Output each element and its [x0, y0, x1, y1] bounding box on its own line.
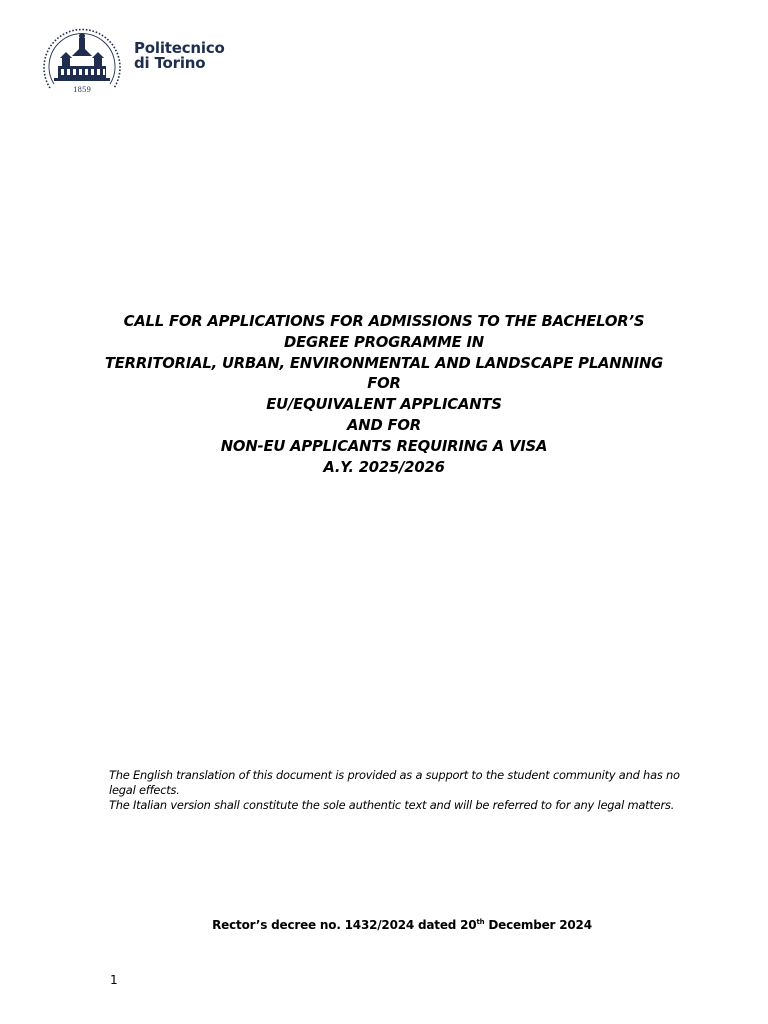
- logo-line-1: Politecnico: [134, 39, 225, 57]
- disclaimer-paragraph-1: The English translation of this document is provided as a support to the student community and has no legal effects.: [109, 768, 680, 797]
- logo-line-2: di Torino: [134, 54, 206, 72]
- seal-year: 1859: [73, 86, 91, 94]
- decree-ordinal-suffix: th: [476, 918, 485, 926]
- title-line: CALL FOR APPLICATIONS FOR ADMISSIONS TO THE BACHELOR’S: [123, 313, 645, 330]
- disclaimer-paragraph-2: The Italian version shall constitute the sole authentic text and will be referred to for any legal matters.: [109, 798, 675, 812]
- university-seal-icon: [36, 22, 128, 104]
- document-title: [0, 312, 768, 478]
- decree-suffix: December 2024: [484, 918, 592, 932]
- title-line: TERRITORIAL, URBAN, ENVIRONMENTAL AND LANDSCAPE PLANNING: [104, 354, 664, 372]
- title-line: AND FOR: [347, 416, 421, 434]
- title-line: DEGREE PROGRAMME IN: [284, 333, 484, 351]
- university-name: [134, 41, 225, 71]
- university-logo: [36, 22, 225, 104]
- rector-decree: [0, 917, 768, 933]
- decree-prefix: Rector’s decree no. 1432/2024 dated 20: [212, 918, 477, 932]
- page-number: 1: [110, 973, 118, 987]
- title-line: FOR: [367, 375, 401, 393]
- title-line: EU/EQUIVALENT APPLICANTS: [266, 396, 502, 414]
- title-line: A.Y. 2025/2026: [323, 458, 445, 476]
- translation-disclaimer: [109, 768, 689, 813]
- title-line: NON-EU APPLICANTS REQUIRING A VISA: [220, 437, 548, 455]
